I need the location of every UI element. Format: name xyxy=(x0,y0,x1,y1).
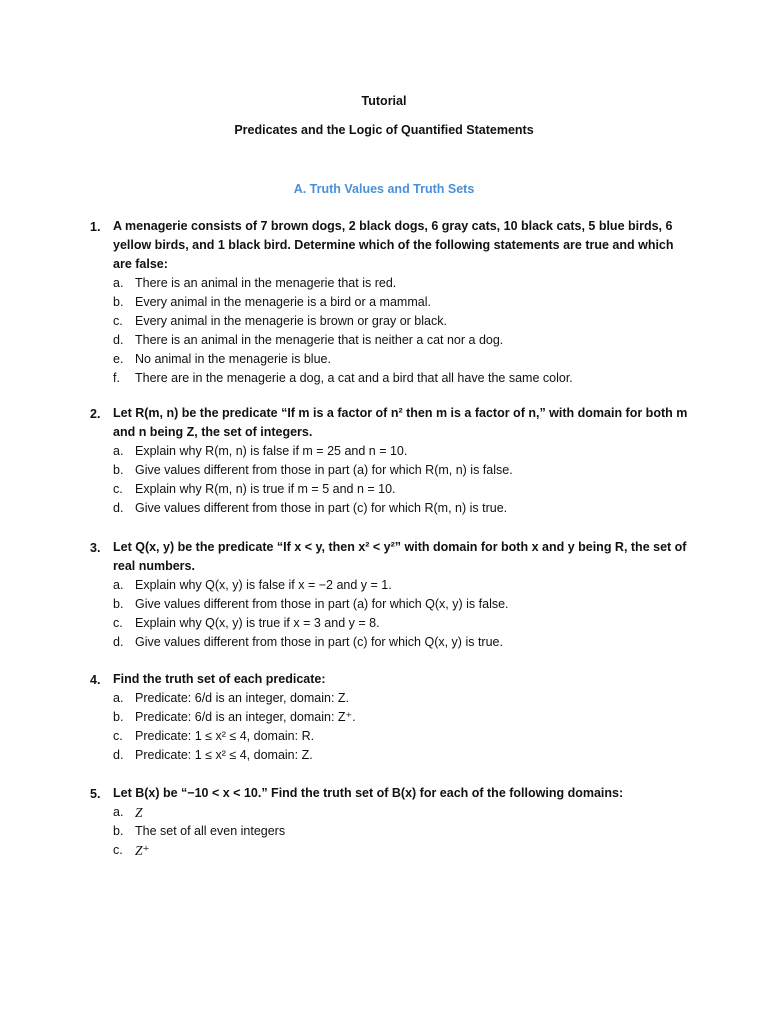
question-3 xyxy=(90,541,690,652)
list-item xyxy=(90,461,690,480)
item-label: b. xyxy=(113,463,124,477)
sub-items xyxy=(90,274,690,388)
list-item xyxy=(90,331,690,350)
item-label: b. xyxy=(113,597,124,611)
question-text: Let R(m, n) be the predicate “If m is a factor of n² then m is a factor of n,” with domain for both m and n being Z, the set of integers. xyxy=(113,406,688,439)
item-text: Every animal in the menagerie is brown or gray or black. xyxy=(135,314,447,328)
sub-items xyxy=(90,576,690,652)
item-label: c. xyxy=(113,314,123,328)
document-subtitle: Predicates and the Logic of Quantified Statements xyxy=(234,123,534,137)
item-text: There is an animal in the menagerie that is red. xyxy=(135,276,397,290)
item-text: Give values different from those in part (a) for which Q(x, y) is false. xyxy=(135,597,509,611)
question-text: A menagerie consists of 7 brown dogs, 2 black dogs, 6 gray cats, 10 black cats, 5 blue birds, 6 yellow birds, and 1 black bird. Determine which of the following statements are true and which are false: xyxy=(113,219,674,271)
list-item xyxy=(90,274,690,293)
item-label: c. xyxy=(113,843,123,857)
item-text: Predicate: 6/d is an integer, domain: Z. xyxy=(135,691,350,705)
item-text: Every animal in the menagerie is a bird or a mammal. xyxy=(135,295,431,309)
sub-items xyxy=(90,803,690,860)
item-text: No animal in the menagerie is blue. xyxy=(135,352,331,366)
list-item xyxy=(90,499,690,518)
list-item xyxy=(90,803,690,822)
item-text: Explain why R(m, n) is false if m = 25 and n = 10. xyxy=(135,444,408,458)
item-label: d. xyxy=(113,333,124,347)
question-text: Let B(x) be “−10 < x < 10.” Find the truth set of B(x) for each of the following domains: xyxy=(113,786,624,800)
list-item xyxy=(90,689,690,708)
item-label: c. xyxy=(113,616,123,630)
question-number: 1. xyxy=(90,220,101,234)
question-text: Find the truth set of each predicate: xyxy=(113,672,326,686)
question-4 xyxy=(90,673,690,765)
item-label: f. xyxy=(113,371,120,385)
item-text: Explain why Q(x, y) is true if x = 3 and y = 8. xyxy=(135,616,380,630)
item-label: d. xyxy=(113,635,124,649)
question-text: Let Q(x, y) be the predicate “If x < y, then x² < y²” with domain for both x and y being R, the set of real numbers. xyxy=(113,540,687,573)
document-title: Tutorial xyxy=(361,94,407,108)
item-text: There are in the menagerie a dog, a cat and a bird that all have the same color. xyxy=(135,371,573,385)
item-text: Give values different from those in part (a) for which R(m, n) is false. xyxy=(135,463,513,477)
item-label: a. xyxy=(113,805,124,819)
list-item xyxy=(90,369,690,388)
item-text: Z⁺ xyxy=(135,843,150,858)
item-text: There is an animal in the menagerie that is neither a cat nor a dog. xyxy=(135,333,504,347)
item-label: a. xyxy=(113,444,124,458)
list-item xyxy=(90,576,690,595)
item-label: c. xyxy=(113,729,123,743)
item-text: Predicate: 6/d is an integer, domain: Z⁺. xyxy=(135,710,356,724)
list-item xyxy=(90,442,690,461)
item-label: b. xyxy=(113,824,124,838)
item-label: a. xyxy=(113,691,124,705)
list-item xyxy=(90,480,690,499)
item-text: The set of all even integers xyxy=(135,824,286,838)
sub-items xyxy=(90,689,690,765)
item-label: a. xyxy=(113,276,124,290)
question-2 xyxy=(90,407,690,518)
item-text: Explain why Q(x, y) is false if x = −2 and y = 1. xyxy=(135,578,392,592)
list-item xyxy=(90,293,690,312)
list-item xyxy=(90,708,690,727)
list-item xyxy=(90,746,690,765)
list-item xyxy=(90,595,690,614)
question-5 xyxy=(90,787,690,860)
list-item xyxy=(90,841,690,860)
section-heading: A. Truth Values and Truth Sets xyxy=(293,182,475,196)
list-item xyxy=(90,822,690,841)
item-text: Give values different from those in part (c) for which Q(x, y) is true. xyxy=(135,635,503,649)
item-text: Predicate: 1 ≤ x² ≤ 4, domain: Z. xyxy=(135,748,313,762)
item-label: d. xyxy=(113,748,124,762)
item-label: e. xyxy=(113,352,124,366)
item-text: Explain why R(m, n) is true if m = 5 and n = 10. xyxy=(135,482,396,496)
question-number: 2. xyxy=(90,407,101,421)
list-item xyxy=(90,727,690,746)
question-number: 4. xyxy=(90,673,101,687)
item-text: Z xyxy=(135,805,143,820)
item-label: d. xyxy=(113,501,124,515)
question-1 xyxy=(90,220,690,388)
question-number: 5. xyxy=(90,787,101,801)
item-text: Give values different from those in part (c) for which R(m, n) is true. xyxy=(135,501,508,515)
list-item xyxy=(90,350,690,369)
question-number: 3. xyxy=(90,541,101,555)
list-item xyxy=(90,614,690,633)
list-item xyxy=(90,312,690,331)
sub-items xyxy=(90,442,690,518)
item-label: b. xyxy=(113,295,124,309)
item-text: Predicate: 1 ≤ x² ≤ 4, domain: R. xyxy=(135,729,315,743)
item-label: c. xyxy=(113,482,123,496)
item-label: b. xyxy=(113,710,124,724)
list-item xyxy=(90,633,690,652)
item-label: a. xyxy=(113,578,124,592)
